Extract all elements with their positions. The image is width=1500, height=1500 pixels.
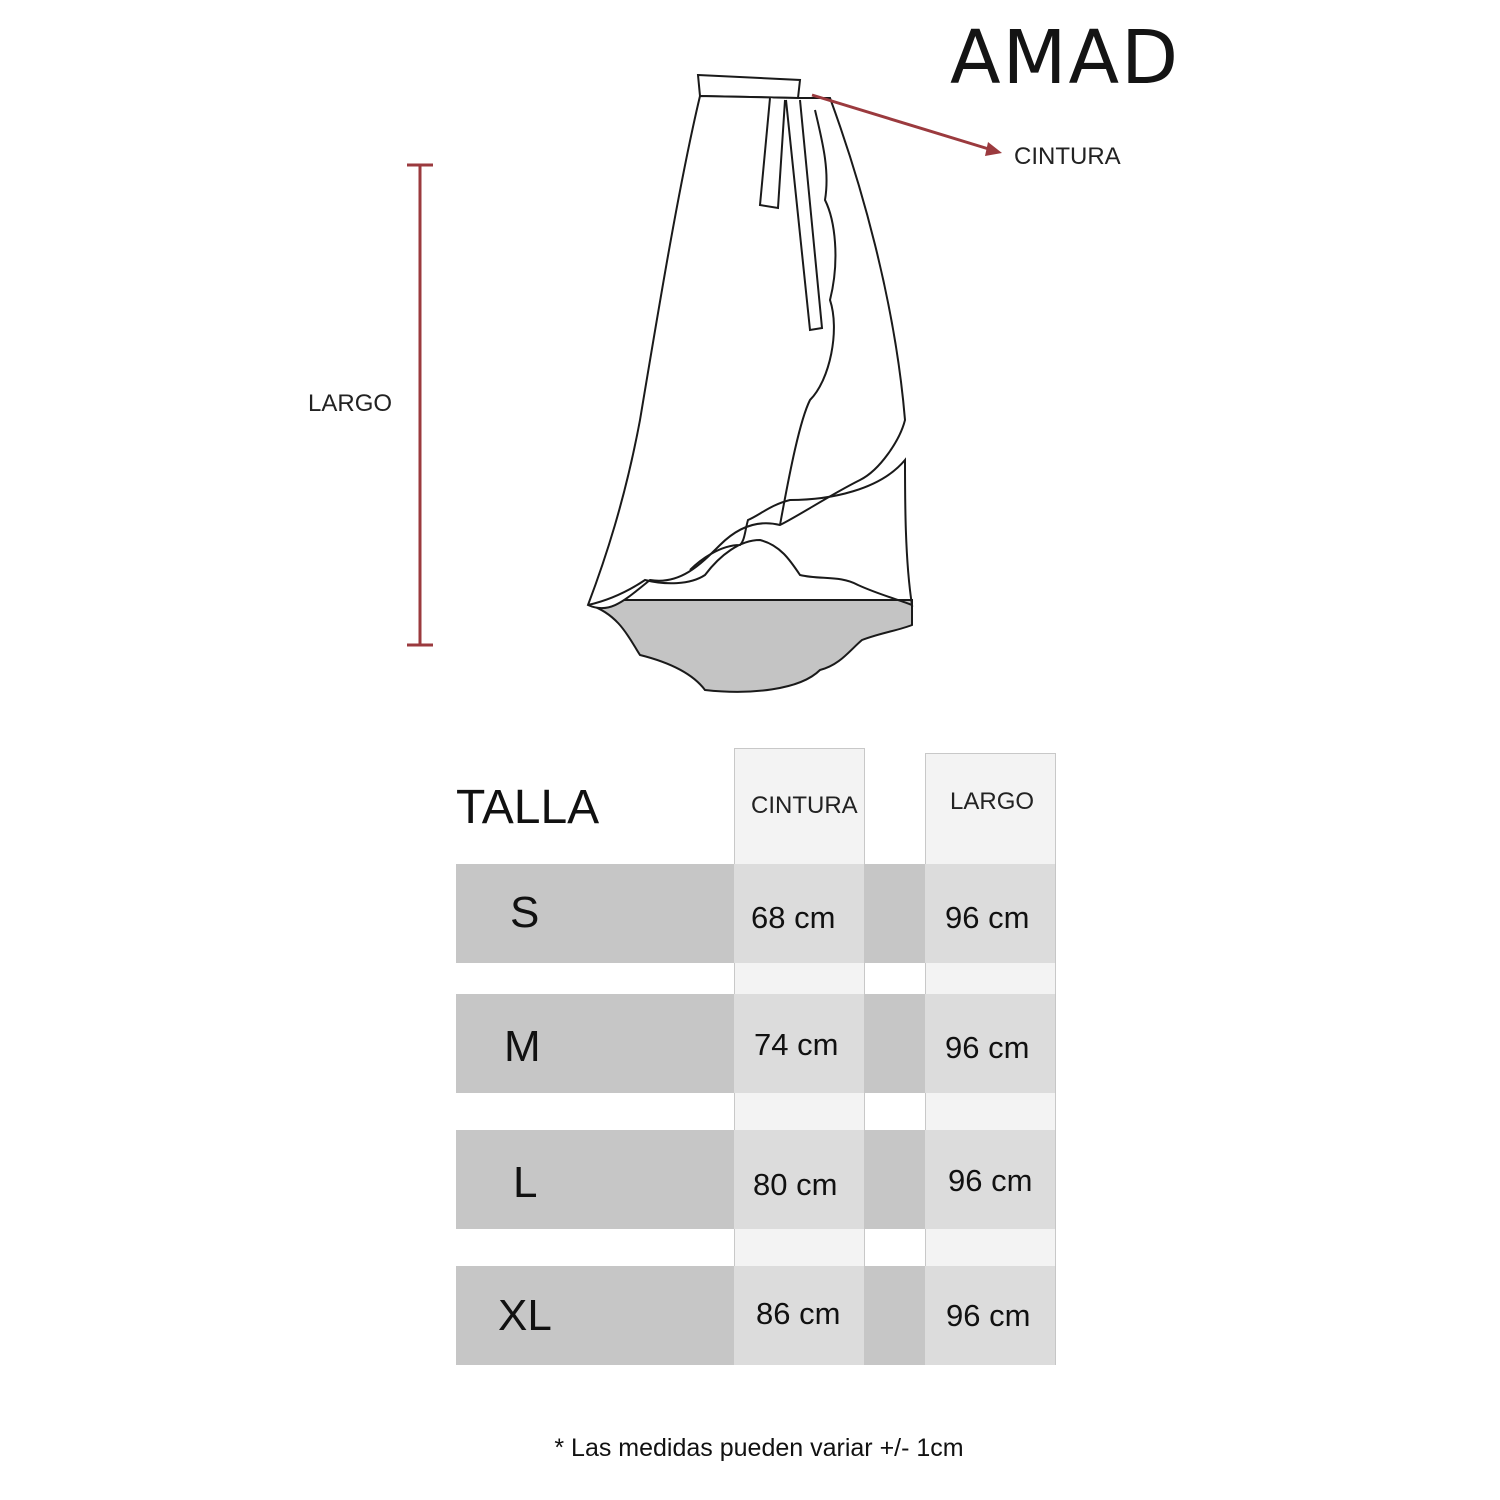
size-header: TALLA — [456, 781, 600, 834]
waist-cell: 68 cm — [751, 900, 836, 935]
skirt-diagram — [0, 0, 1500, 720]
skirt-waistband — [698, 75, 800, 98]
size-cell: M — [504, 1022, 541, 1071]
waist-cell: 80 cm — [753, 1167, 838, 1202]
waist-header: CINTURA — [751, 792, 858, 819]
waist-cell: 74 cm — [754, 1027, 839, 1062]
length-cell: 96 cm — [945, 900, 1030, 935]
length-cell: 96 cm — [946, 1298, 1031, 1333]
size-cell: S — [510, 888, 540, 937]
length-cell: 96 cm — [945, 1030, 1030, 1065]
length-cell: 96 cm — [948, 1163, 1033, 1198]
measurement-footnote: * Las medidas pueden variar +/- 1cm — [554, 1434, 964, 1462]
length-header: LARGO — [950, 788, 1035, 815]
skirt-body — [588, 96, 905, 608]
skirt-lining — [590, 600, 912, 692]
length-label: LARGO — [308, 390, 393, 417]
size-cell: L — [513, 1158, 538, 1207]
brand-logo-text: AMAD — [950, 15, 1181, 101]
arrow-head — [985, 142, 1002, 156]
waist-cell: 86 cm — [756, 1296, 841, 1331]
size-cell: XL — [498, 1291, 552, 1340]
waist-label: CINTURA — [1014, 143, 1121, 170]
